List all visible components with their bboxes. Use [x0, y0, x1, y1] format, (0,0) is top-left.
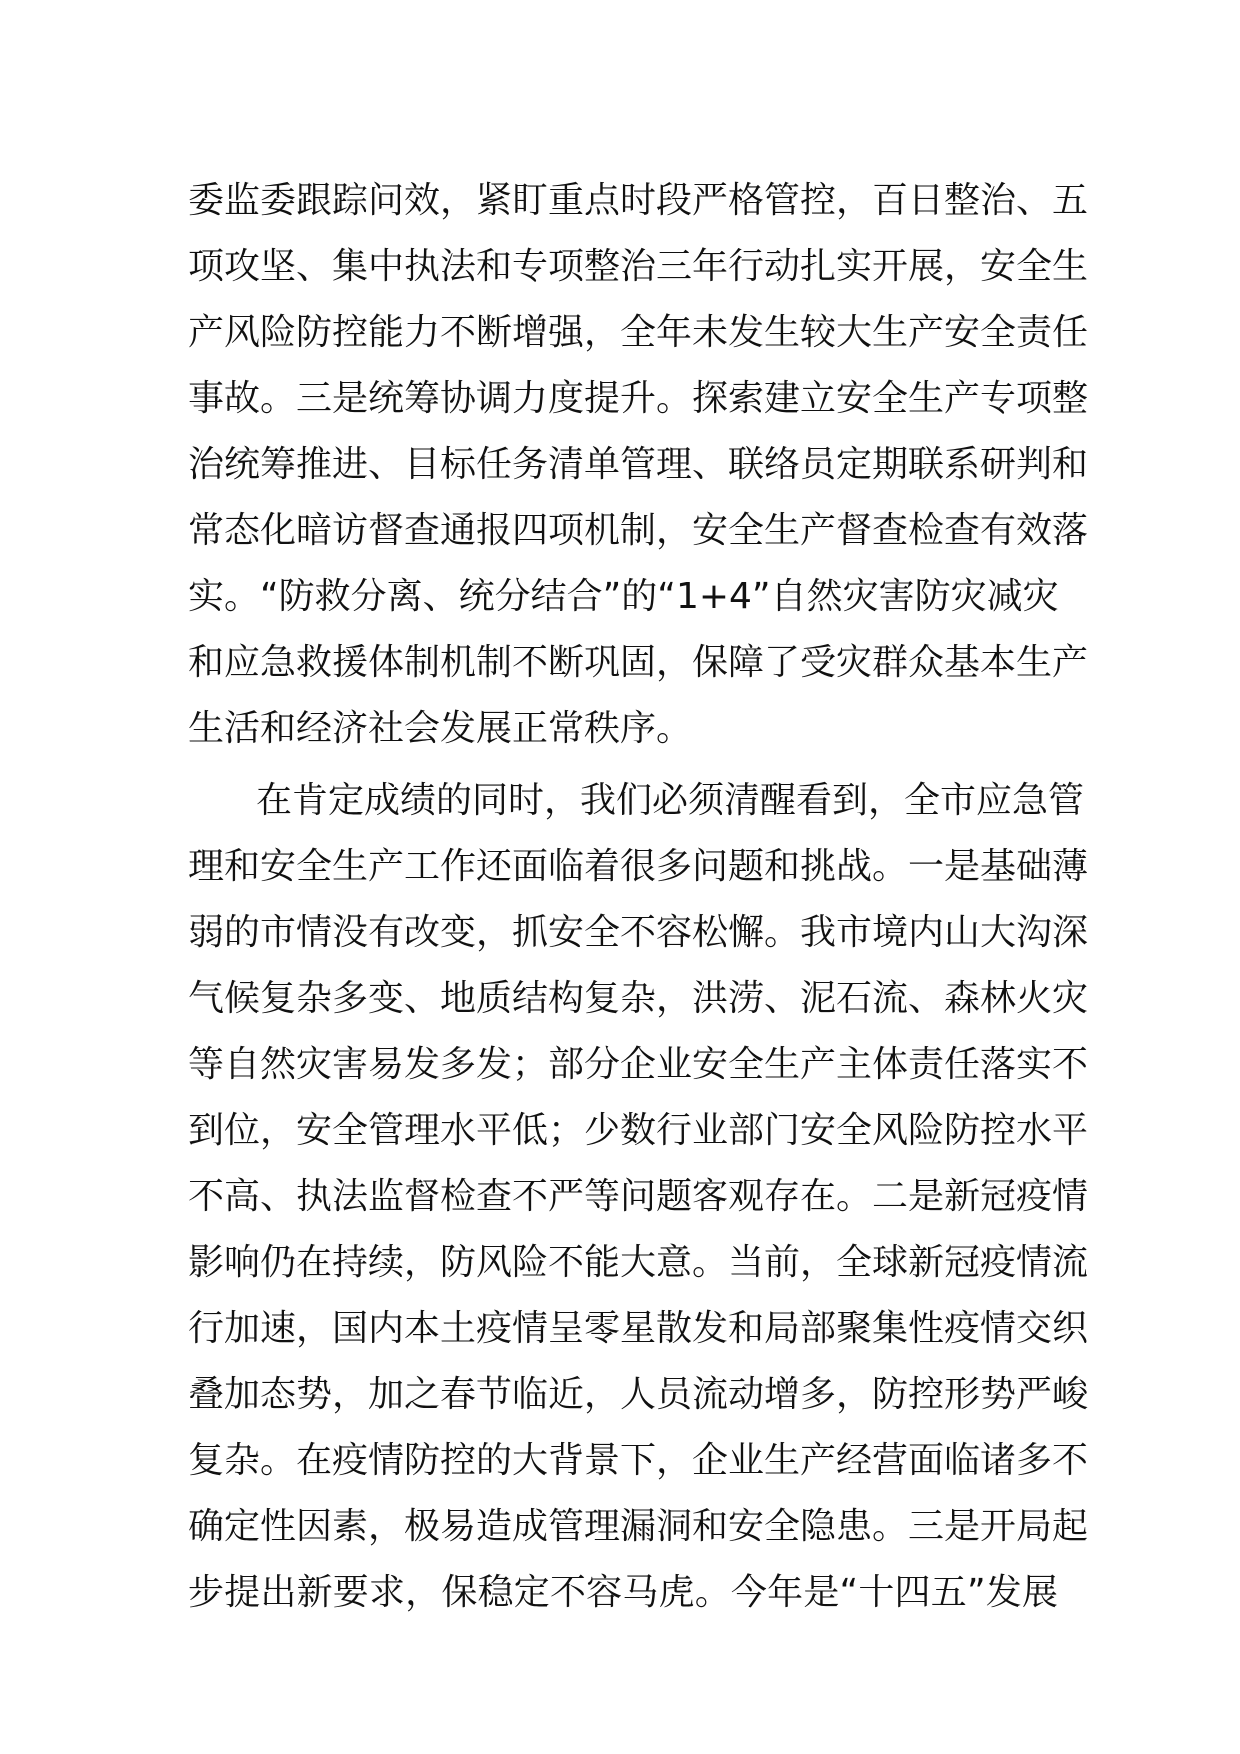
text-line: 影响仍在持续，防风险不能大意。当前，全球新冠疫情流 [188, 1242, 1089, 1283]
text-line: 和应急救援体制机制不断巩固，保障了受灾群众基本生产 [188, 642, 1089, 683]
text-line: 不高、执法监督检查不严等问题客观存在。二是新冠疫情 [188, 1176, 1089, 1217]
text-line: 等自然灾害易发多发；部分企业安全生产主体责任落实不 [188, 1044, 1089, 1085]
text-line: 步提出新要求，保稳定不容马虎。今年是“十四五”发展 [188, 1572, 1058, 1613]
text-line: 理和安全生产工作还面临着很多问题和挑战。一是基础薄 [188, 846, 1089, 887]
text-line: 到位，安全管理水平低；少数行业部门安全风险防控水平 [188, 1110, 1089, 1151]
paragraph-1 [188, 168, 1089, 762]
text-line: 产风险防控能力不断增强，全年未发生较大生产安全责任 [188, 312, 1089, 353]
paragraph-2 [188, 768, 1089, 1626]
text-line: 事故。三是统筹协调力度提升。探索建立安全生产专项整 [188, 378, 1089, 419]
text-line: 委监委跟踪问效，紧盯重点时段严格管控，百日整治、五 [188, 180, 1089, 221]
text-line: 在肯定成绩的同时，我们必须清醒看到，全市应急管 [256, 780, 1085, 821]
text-line: 气候复杂多变、地质结构复杂，洪涝、泥石流、森林火灾 [188, 978, 1089, 1019]
text-line: 确定性因素，极易造成管理漏洞和安全隐患。三是开局起 [188, 1506, 1089, 1547]
text-line: 生活和经济社会发展正常秩序。 [188, 708, 693, 749]
text-line: 行加速，国内本土疫情呈零星散发和局部聚集性疫情交织 [188, 1308, 1089, 1349]
text-line: 复杂。在疫情防控的大背景下，企业生产经营面临诸多不 [188, 1440, 1089, 1481]
text-line: 常态化暗访督查通报四项机制，安全生产督查检查有效落 [188, 510, 1089, 551]
text-line: 项攻坚、集中执法和专项整治三年行动扎实开展，安全生 [188, 246, 1089, 287]
text-line: 治统筹推进、目标任务清单管理、联络员定期联系研判和 [188, 444, 1089, 485]
text-line: 弱的市情没有改变，抓安全不容松懈。我市境内山大沟深 [188, 912, 1089, 953]
text-line: 实。“防救分离、统分结合”的“1+4”自然灾害防灾减灾 [188, 576, 1059, 617]
body-text [188, 168, 1089, 1626]
text-line: 叠加态势，加之春节临近，人员流动增多，防控形势严峻 [188, 1374, 1089, 1415]
